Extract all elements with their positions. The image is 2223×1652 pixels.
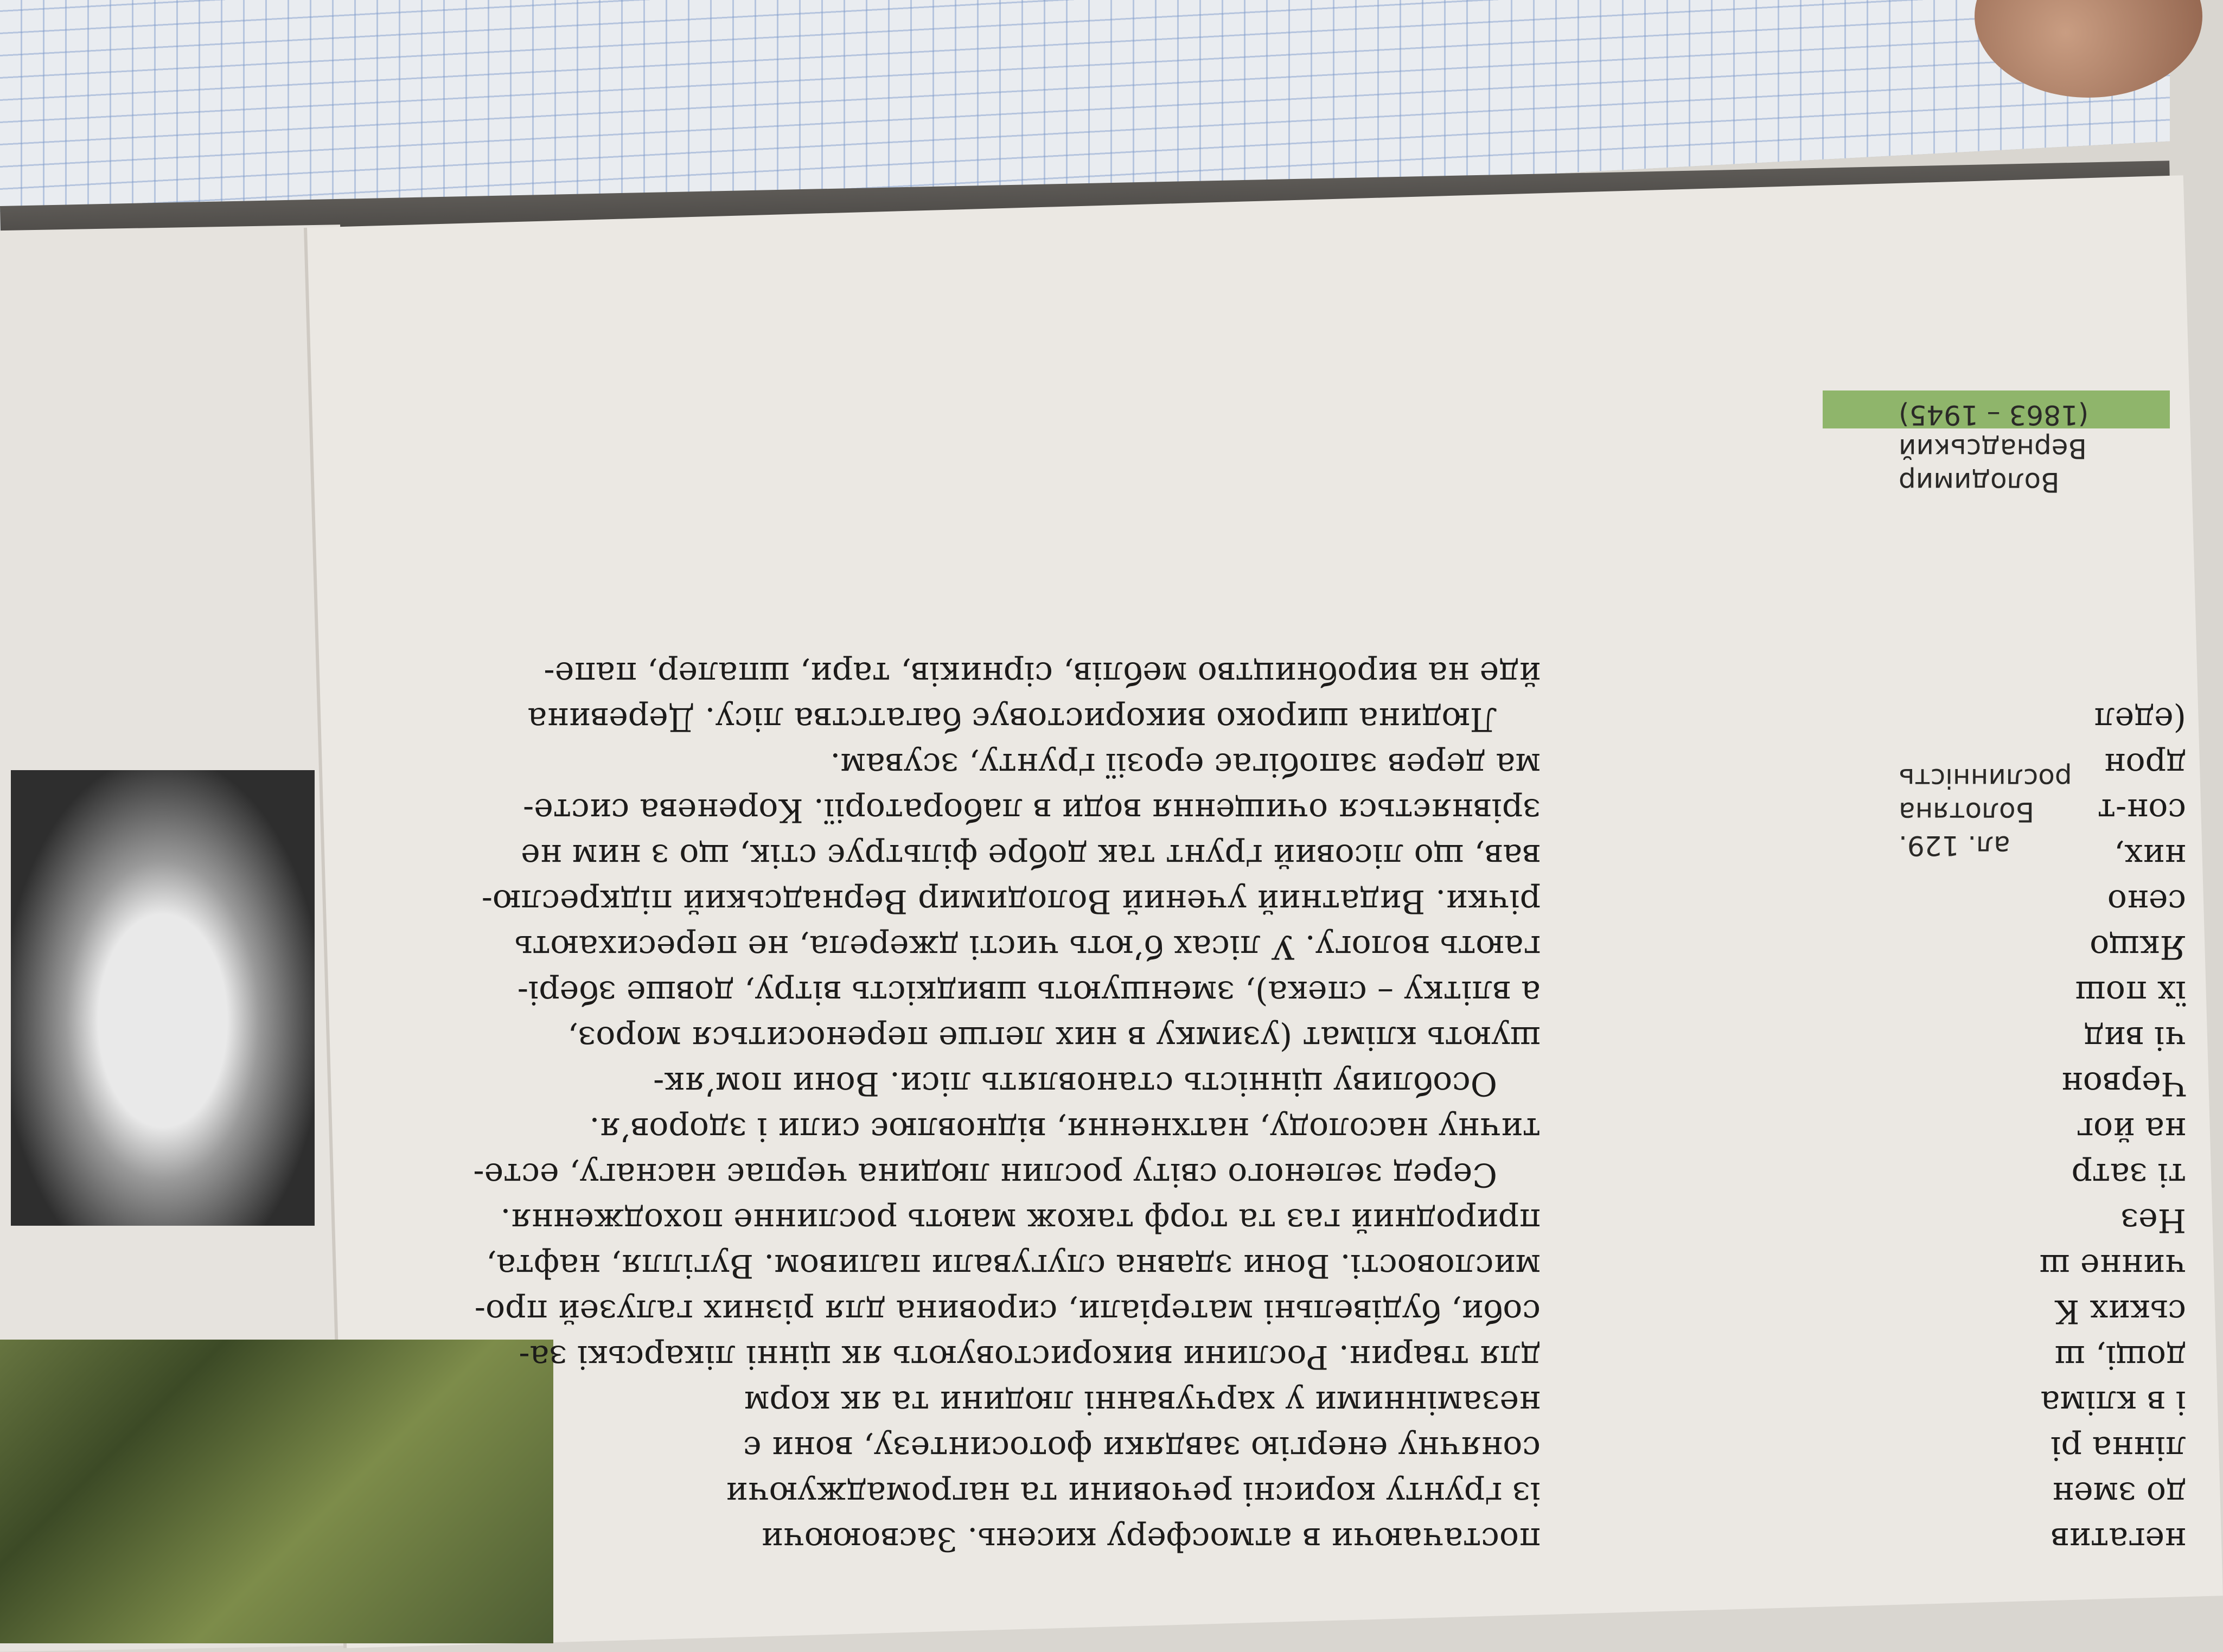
text-line: (едел (2094, 700, 2186, 738)
text-line: для тварин. Рослини використовують як цінні лікарські за- (519, 1338, 1541, 1376)
text-line: із ґрунту корисні речовини та нагромаджуючи (726, 1475, 1541, 1513)
main-text-block (380, 651, 1541, 1562)
text-line: шують клімат (узимку в них легше переноситься мороз, (567, 1019, 1541, 1057)
text-line: гають вологу. У лісах б’ють чисті джерела, не пересихають (514, 928, 1541, 966)
text-line: ті затр (2071, 1156, 2186, 1194)
text-line: йде на виробництво меблів, сірників, тари, шпалер, папе- (544, 655, 1541, 693)
text-line: Червон (2061, 1065, 2186, 1103)
text-line: Людина широко використовує багатства лісу. Деревина (527, 700, 1497, 738)
figure-caption-vernadsky: Володимир Вернадський (1863 – 1945) (1899, 399, 2089, 498)
text-line: мисловості. Вони здавна слугували паливом. Вугілля, нафта, (486, 1247, 1541, 1285)
text-line: до змен (2052, 1475, 2186, 1513)
text-line: Серед зеленого світу рослин людина черпає наснагу, есте- (473, 1156, 1497, 1194)
text-line: Нез (2120, 1201, 2186, 1239)
text-line: ських К (2054, 1292, 2186, 1330)
adjacent-page-text (1850, 696, 2186, 1562)
text-line: чі вид (2084, 1019, 2186, 1057)
text-line: вав, що лісовий ґрунт так добре фільтрує стік, що з ним не (521, 837, 1541, 875)
text-line: Якщо (2090, 928, 2186, 966)
text-line: незамінними у харчуванні людини та як корм (744, 1384, 1541, 1422)
text-line: ма дерев запобігає ерозії ґрунту, зсувам. (830, 746, 1541, 784)
text-line: соби, будівельні матеріали, сировина для різних галузей про- (474, 1292, 1541, 1330)
text-line: на йог (2076, 1110, 2186, 1148)
text-line: чинне ш (2040, 1247, 2186, 1285)
text-line: Особливу цінність становлять ліси. Вони пом’як- (653, 1065, 1497, 1103)
text-line: сон-т (2097, 791, 2186, 829)
vernadsky-portrait (11, 770, 315, 1226)
text-line: постачаючи в атмосферу кисень. Засвоюючи (761, 1520, 1541, 1558)
text-line: дощі, ш (2055, 1338, 2186, 1376)
text-line: природний газ та торф також мають рослинне походження. (500, 1201, 1541, 1239)
figure-caption-bog: ал. 129. Болотяна рослинність (1899, 763, 2072, 861)
text-line: річки. Видатний учений Володимир Вернадський підкреслю- (481, 882, 1541, 920)
text-line: і в кліма (2040, 1384, 2186, 1422)
text-line: лінна рі (2050, 1429, 2186, 1467)
text-line: негатив (2050, 1520, 2186, 1558)
text-line: них, (2114, 837, 2186, 875)
text-line: зрівняється очищення води в лабораторії. Коренева систе- (523, 791, 1541, 829)
text-line: дрон (2104, 746, 2186, 784)
text-line: сено (2107, 882, 2186, 920)
text-line: тичну насолоду, натхнення, відновлює сили і здоров’я. (589, 1110, 1541, 1148)
text-line: а влітку – спека), зменшують швидкість вітру, довше збері- (517, 974, 1541, 1011)
text-line: сонячну енергію завдяки фотосинтезу, вони є (743, 1429, 1541, 1467)
text-line: їх пош (2075, 974, 2186, 1011)
